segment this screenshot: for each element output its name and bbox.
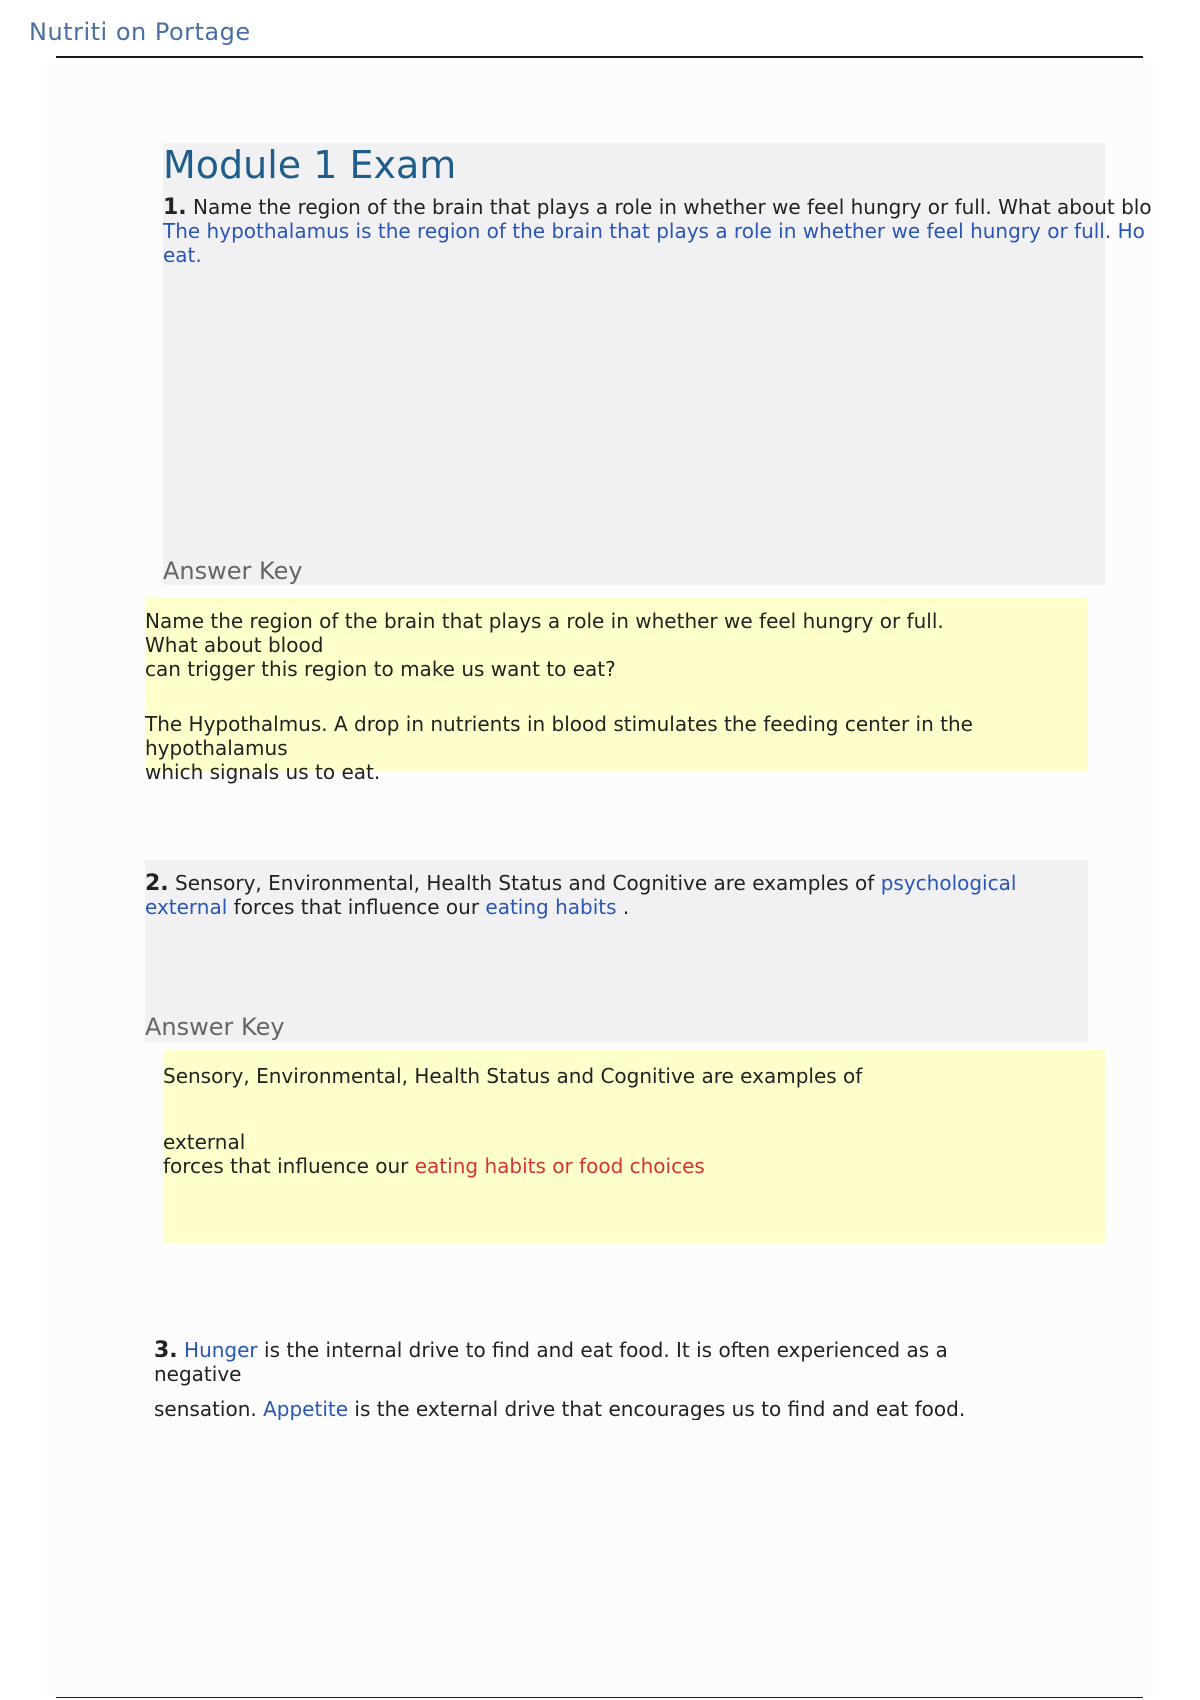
q1-response-line2: eat. [163,243,202,267]
q1-key-answer-line1: The Hypothalmus. A drop in nutrients in blood stimulates the feeding center in the [145,712,973,736]
q2-blank3: eating habits [485,895,617,919]
q3-line3-clip [154,1396,1054,1420]
q3-text3-end: is the external drive that encourages us to find and eat food. [354,1397,966,1420]
q2-question-end: . [622,895,630,919]
q2-blank1: psychological [880,871,1017,895]
q2-key-line3-text: forces that influence our [163,1154,409,1178]
q3-blank1: Hunger [184,1338,258,1362]
brand-name: Nutriti on Portage [29,18,251,46]
q1-answer-key-label: Answer Key [163,557,303,585]
q2-answer-key-label: Answer Key [145,1013,285,1041]
q1-response-line1: The hypothalamus is the region of the brain that plays a role in whether we feel hungry or full. Ho [163,219,1145,243]
q2-key-line1: Sensory, Environmental, Health Status and Cognitive are examples of [163,1064,863,1088]
q2-question-line2 [145,895,629,919]
q1-question-text: Name the region of the brain that plays a role in whether we feel hungry or full. What about blo [193,195,1152,219]
q1-key-question-line1: Name the region of the brain that plays a role in whether we feel hungry or full. [145,609,944,633]
q2-key-line2: external [163,1130,246,1154]
exam-title: Module 1 Exam [163,143,457,187]
q3-line1 [154,1338,948,1363]
q1-number: 1. [163,195,187,220]
footer-rule [56,1697,1143,1698]
q3-text1: is the internal drive to find and eat food. It is often experienced as a [264,1338,948,1362]
q2-question-line1 [145,871,1016,896]
q2-question-start: Sensory, Environmental, Health Status and Cognitive are examples of [175,871,875,895]
header-rule [56,56,1143,58]
q3-line3 [154,1397,965,1420]
q1-key-question-line2: What about blood [145,633,324,657]
q2-question-mid: forces that influence our [233,895,480,919]
q1-key-answer-line3: which signals us to eat. [145,760,381,784]
q3-number: 3. [154,1338,178,1363]
q3-text3-start: sensation. [154,1397,257,1420]
q2-key-line3 [163,1154,705,1178]
q2-key-answer: eating habits or food choices [414,1154,705,1178]
q2-blank2: external [145,895,228,919]
q1-question [163,195,1200,220]
q3-line2: negative [154,1362,242,1386]
q2-number: 2. [145,871,169,896]
q3-blank2: Appetite [263,1397,349,1420]
q1-key-answer-line2: hypothalamus [145,736,288,760]
q1-key-question-line3: can trigger this region to make us want to eat? [145,657,616,681]
